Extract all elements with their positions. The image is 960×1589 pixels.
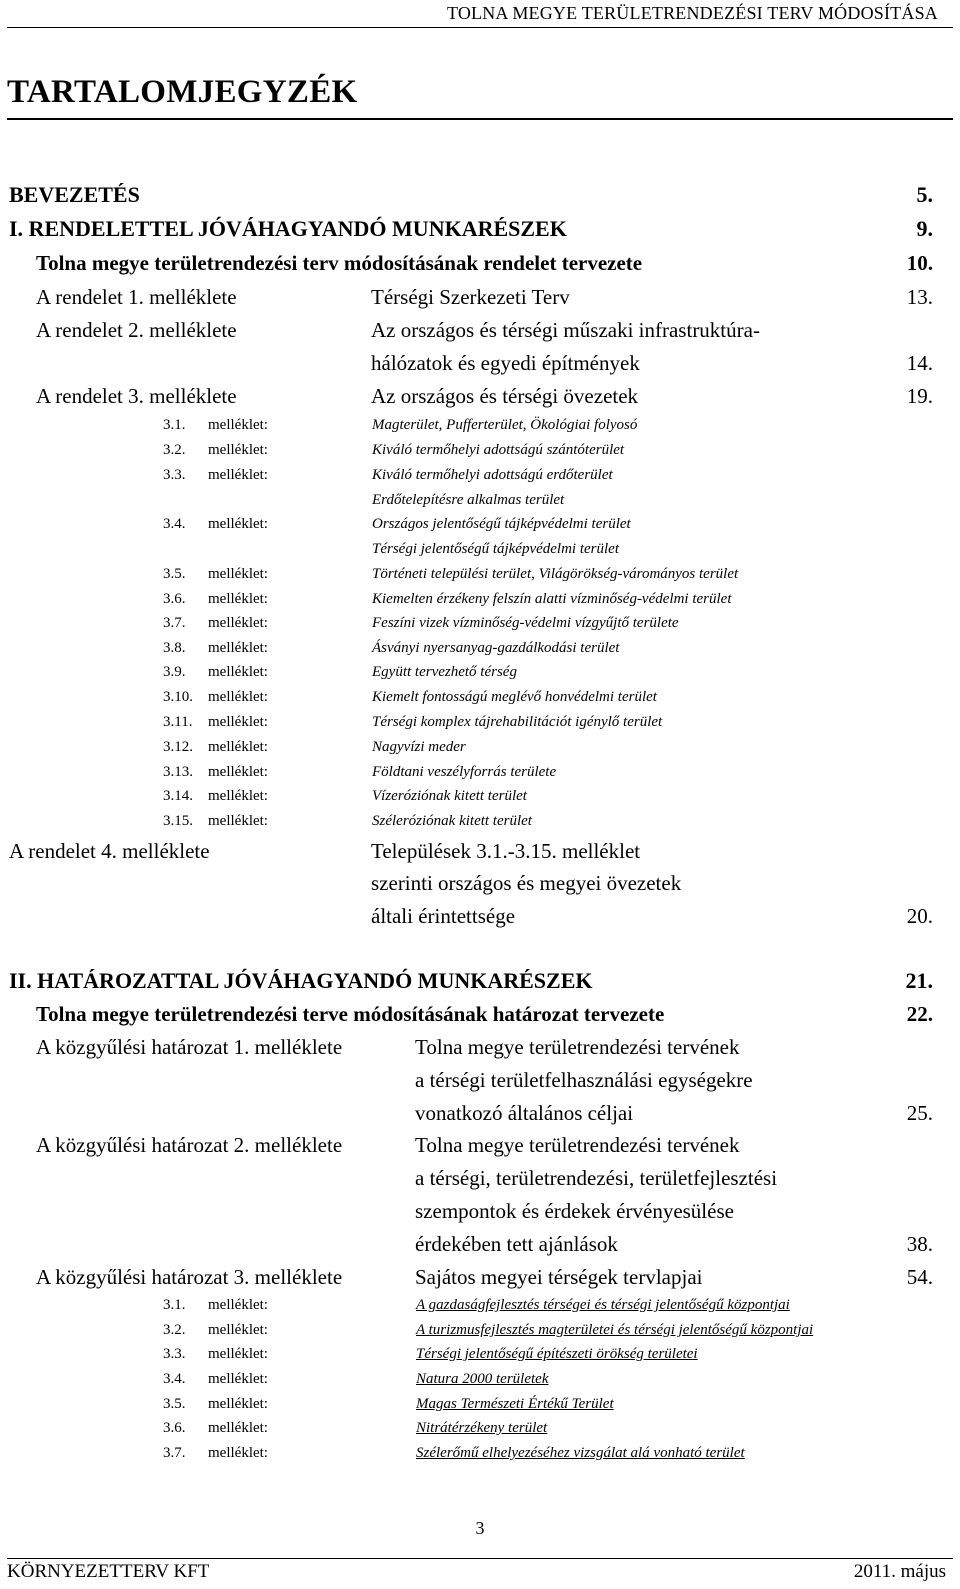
annex-title: Kiemelt fontosságú meglévő honvédelmi terület bbox=[372, 689, 657, 705]
annex-num: 3.5. bbox=[163, 566, 186, 582]
annex-label: melléklet: bbox=[208, 1322, 268, 1338]
toc-part2-page: 21. bbox=[905, 968, 933, 993]
annex-title: Ásványi nyersanyag-gazdálkodási terület bbox=[372, 640, 620, 656]
toc-h2-title-line2: a térségi, területrendezési, területfejlesztési bbox=[415, 1166, 778, 1190]
annex-label: melléklet: bbox=[208, 664, 268, 680]
annex-num: 3.1. bbox=[163, 1297, 186, 1313]
toc-r4-title-line3: általi érintettsége bbox=[371, 904, 516, 928]
annex-title: Térségi komplex tájrehabilitációt igénylő terület bbox=[372, 714, 663, 730]
toc-r3-title: Az országos és térségi övezetek bbox=[371, 384, 639, 408]
annex-num: 3.4. bbox=[163, 516, 186, 532]
annex-label: melléklet: bbox=[208, 1371, 268, 1387]
annex-label: melléklet: bbox=[208, 689, 268, 705]
footer-divider bbox=[7, 1558, 953, 1559]
toc-bevezetes-page: 5. bbox=[916, 182, 933, 207]
annex-num: 3.8. bbox=[163, 640, 186, 656]
annex-label: melléklet: bbox=[208, 417, 268, 433]
toc-r4-title-line1: Települések 3.1.-3.15. melléklet bbox=[371, 839, 641, 863]
toc-h1-page: 25. bbox=[906, 1101, 933, 1125]
annex-label: melléklet: bbox=[208, 640, 268, 656]
annex-label: melléklet: bbox=[208, 714, 268, 730]
toc-part1-page: 9. bbox=[916, 216, 933, 241]
annex-label: melléklet: bbox=[208, 615, 268, 631]
toc-rendelet-tervezet: Tolna megye területrendezési terv módosításának rendelet tervezete bbox=[36, 251, 643, 275]
annex-title: Magas Természeti Értékű Terület bbox=[416, 1396, 614, 1412]
annex-label: melléklet: bbox=[208, 1346, 268, 1362]
annex-label: melléklet: bbox=[208, 788, 268, 804]
toc-bevezetes: BEVEZETÉS bbox=[9, 182, 140, 207]
annex-label: melléklet: bbox=[208, 1420, 268, 1436]
toc-r3-page: 19. bbox=[906, 384, 933, 408]
toc-hatarozat-tervezet: Tolna megye területrendezési terve módosításának határozat tervezete bbox=[36, 1002, 665, 1026]
annex-num: 3.11. bbox=[163, 714, 193, 730]
annex-title: Kiváló termőhelyi adottságú szántóterület bbox=[372, 442, 625, 458]
toc-h2-title-line3: szempontok és érdekek érvényesülése bbox=[415, 1199, 734, 1223]
toc-r2-title-line1: Az országos és térségi műszaki infrastruktúra- bbox=[371, 318, 760, 342]
annex-title: Nagyvízi meder bbox=[372, 739, 466, 755]
annex-title: Történeti települési terület, Világörökség-várományos terület bbox=[372, 566, 739, 582]
annex-num: 3.15. bbox=[163, 813, 193, 829]
toc-r1-page: 13. bbox=[906, 285, 933, 309]
annex-title: Szélerőmű elhelyezéséhez vizsgálat alá vonható terület bbox=[416, 1445, 745, 1461]
annex-num: 3.13. bbox=[163, 764, 193, 780]
toc-r2-label: A rendelet 2. melléklete bbox=[36, 318, 237, 342]
toc-rendelet-tervezet-page: 10. bbox=[906, 251, 933, 275]
page-title: TARTALOMJEGYZÉK bbox=[7, 74, 953, 120]
toc-h1-label: A közgyűlési határozat 1. melléklete bbox=[36, 1035, 343, 1059]
toc-r4-label: A rendelet 4. melléklete bbox=[9, 839, 210, 863]
annex-title-second: Térségi jelentőségű tájképvédelmi terület bbox=[372, 541, 620, 557]
annex-num: 3.2. bbox=[163, 1322, 186, 1338]
toc-h2-title-line1: Tolna megye területrendezési tervének bbox=[415, 1133, 740, 1157]
annex-title: A gazdaságfejlesztés térségei és térségi jelentőségű központjai bbox=[416, 1297, 790, 1313]
annex-title: Natura 2000 területek bbox=[416, 1371, 549, 1387]
header-divider bbox=[7, 27, 953, 28]
toc-r1-title: Térségi Szerkezeti Terv bbox=[371, 285, 570, 309]
annex-title: Széleróziónak kitett terület bbox=[372, 813, 532, 829]
toc-r2-title-line2: hálózatok és egyedi építmények bbox=[371, 351, 640, 375]
running-header: TOLNA MEGYE TERÜLETRENDEZÉSI TERV MÓDOSÍTÁSA bbox=[446, 3, 938, 23]
annex-label: melléklet: bbox=[208, 467, 268, 483]
annex-num: 3.6. bbox=[163, 1420, 186, 1436]
footer-company: KÖRNYEZETTERV KFT bbox=[7, 1561, 210, 1582]
annex-num: 3.7. bbox=[163, 1445, 186, 1461]
toc-h3-label: A közgyűlési határozat 3. melléklete bbox=[36, 1265, 343, 1289]
toc-part1: I. RENDELETTEL JÓVÁHAGYANDÓ MUNKARÉSZEK bbox=[9, 216, 567, 241]
annex-num: 3.3. bbox=[163, 1346, 186, 1362]
page-number: 3 bbox=[475, 1518, 485, 1538]
annex-num: 3.10. bbox=[163, 689, 193, 705]
toc-r2-page: 14. bbox=[906, 351, 933, 375]
annex-num: 3.1. bbox=[163, 417, 186, 433]
toc-r3-label: A rendelet 3. melléklete bbox=[36, 384, 237, 408]
annex-num: 3.2. bbox=[163, 442, 186, 458]
annex-label: melléklet: bbox=[208, 591, 268, 607]
toc-r1-label: A rendelet 1. melléklete bbox=[36, 285, 237, 309]
annex-title: Földtani veszélyforrás területe bbox=[372, 764, 557, 780]
toc-h1-title-line1: Tolna megye területrendezési tervének bbox=[415, 1035, 740, 1059]
annex-num: 3.3. bbox=[163, 467, 186, 483]
annex-title-second: Erdőtelepítésre alkalmas terület bbox=[372, 492, 565, 508]
annex-label: melléklet: bbox=[208, 516, 268, 532]
annex-num: 3.12. bbox=[163, 739, 193, 755]
annex-num: 3.14. bbox=[163, 788, 193, 804]
annex-label: melléklet: bbox=[208, 1297, 268, 1313]
annex-title: Vízeróziónak kitett terület bbox=[372, 788, 527, 804]
toc-h2-title-line4: érdekében tett ajánlások bbox=[415, 1232, 618, 1256]
toc-h2-page: 38. bbox=[906, 1232, 933, 1256]
annex-title: Nitrátérzékeny terület bbox=[416, 1420, 548, 1436]
footer-date: 2011. május bbox=[853, 1561, 946, 1582]
toc-h1-title-line2: a térségi területfelhasználási egységekre bbox=[415, 1068, 753, 1092]
annex-label: melléklet: bbox=[208, 739, 268, 755]
toc-r4-page: 20. bbox=[906, 904, 933, 928]
toc-h3-page: 54. bbox=[906, 1265, 933, 1289]
annex-title: Feszíni vizek vízminőség-védelmi vízgyűjtő területe bbox=[372, 615, 679, 631]
annex-title: Együtt tervezhető térség bbox=[372, 664, 517, 680]
annex-label: melléklet: bbox=[208, 442, 268, 458]
toc-part2: II. HATÁROZATTAL JÓVÁHAGYANDÓ MUNKARÉSZEK bbox=[9, 968, 593, 993]
toc-h2-label: A közgyűlési határozat 2. melléklete bbox=[36, 1133, 343, 1157]
toc-hatarozat-tervezet-page: 22. bbox=[906, 1002, 933, 1026]
annex-title: Kiváló termőhelyi adottságú erdőterület bbox=[372, 467, 613, 483]
annex-label: melléklet: bbox=[208, 1396, 268, 1412]
annex-num: 3.6. bbox=[163, 591, 186, 607]
toc-r4-title-line2: szerinti országos és megyei övezetek bbox=[371, 871, 682, 895]
annex-label: melléklet: bbox=[208, 1445, 268, 1461]
annex-title: Országos jelentőségű tájképvédelmi terület bbox=[372, 516, 631, 532]
annex-label: melléklet: bbox=[208, 813, 268, 829]
annex-label: melléklet: bbox=[208, 764, 268, 780]
toc-h1-title-line3: vonatkozó általános céljai bbox=[415, 1101, 634, 1125]
annex-title: Kiemelten érzékeny felszín alatti vízminőség-védelmi terület bbox=[372, 591, 732, 607]
annex-title: Térségi jelentőségű építészeti örökség területei bbox=[416, 1346, 698, 1362]
annex-num: 3.4. bbox=[163, 1371, 186, 1387]
toc-h3-title: Sajátos megyei térségek tervlapjai bbox=[415, 1265, 703, 1289]
annex-num: 3.5. bbox=[163, 1396, 186, 1412]
annex-title: A turizmusfejlesztés magterületei és térségi jelentőségű központjai bbox=[416, 1322, 814, 1338]
annex-num: 3.9. bbox=[163, 664, 186, 680]
annex-title: Magterület, Pufferterület, Ökológiai folyosó bbox=[372, 417, 638, 433]
annex-label: melléklet: bbox=[208, 566, 268, 582]
annex-num: 3.7. bbox=[163, 615, 186, 631]
